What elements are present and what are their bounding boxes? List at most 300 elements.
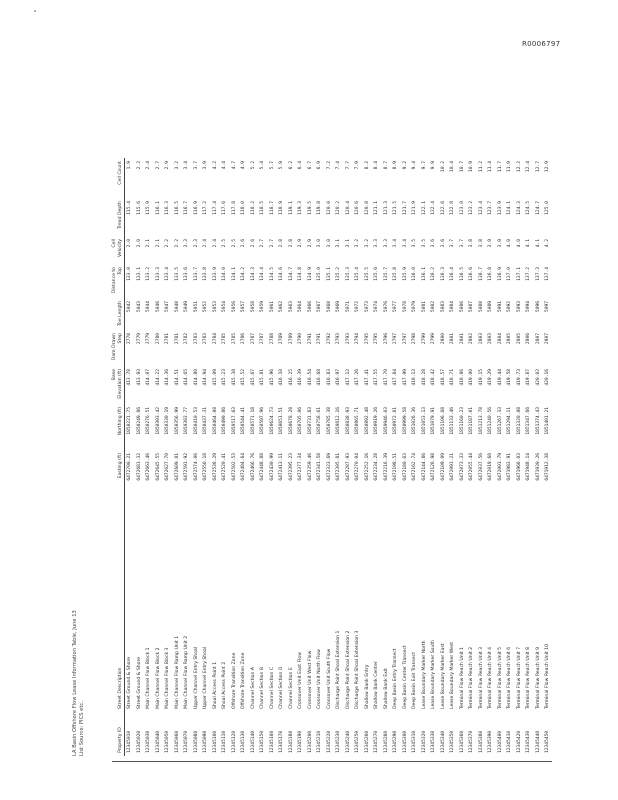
cell-tread-depth: 124.3 [516, 201, 522, 215]
cell-dam-drawn-step: 2792 [326, 333, 332, 345]
cell-base-elevation: 416.25 [288, 369, 294, 386]
cell-dam-drawn-step: 2806 [526, 333, 531, 345]
cell-property-id: 12345300 [402, 730, 408, 753]
cell-tread-depth: 120.2 [336, 201, 341, 215]
cell-dam-drawn-step: 2791 [317, 333, 322, 345]
cell-northing: 1850276.51 [146, 407, 151, 435]
cell-distance-to-top: 134.7 [288, 267, 294, 281]
cell-cell-velocity: 3.8 [478, 239, 484, 248]
cell-dam-drawn-step: 2785 [222, 333, 227, 345]
cell-property-id: 12345060 [174, 730, 180, 753]
cell-northing: 1851187.01 [469, 407, 474, 435]
header-street-description: Street Description [112, 496, 125, 712]
header-distance-to-top: Distance to Top [112, 264, 125, 298]
cell-property-id: 12345190 [298, 730, 303, 753]
cell-tread-depth: 117.6 [222, 201, 227, 215]
cell-easting: 6472252.16 [364, 453, 370, 481]
cell-dam-drawn-step: 2793 [345, 333, 351, 345]
cell-base-elevation: 418.42 [431, 369, 436, 386]
cell-base-elevation: 414.94 [203, 369, 208, 386]
cell-cell-count: 7.4 [336, 161, 341, 170]
cell-property-id: 12345080 [193, 730, 199, 753]
cell-property-id: 12345210 [317, 730, 322, 753]
cell-cell-velocity: 4.1 [526, 239, 531, 248]
cell-base-elevation: 415.23 [222, 369, 227, 386]
cell-northing: 1850919.26 [374, 407, 379, 435]
cell-base-elevation: 419.44 [497, 369, 503, 386]
cell-cell-velocity: 2.0 [136, 239, 142, 248]
table-row [486, 158, 496, 756]
cell-easting: 6472466.76 [250, 453, 256, 481]
cell-easting: 6472126.98 [431, 453, 436, 481]
cell-cell-count: 12.4 [526, 161, 531, 173]
cell-property-id: 12345110 [222, 730, 227, 753]
cell-distance-to-top: 134.2 [241, 267, 246, 281]
cell-street-description: Terminal Flow Reach Unit 10 [545, 644, 550, 709]
cell-northing: 1851401.21 [545, 407, 550, 435]
cell-distance-to-top: 135.6 [374, 267, 379, 281]
cell-cell-count: 1.9 [127, 161, 132, 170]
cell-easting: 6472055.44 [469, 453, 474, 481]
table-row [344, 158, 354, 756]
cell-base-elevation: 420.02 [535, 369, 541, 386]
cell-street-description: Lease Boundary Marker West [450, 641, 455, 709]
table-row [467, 158, 477, 756]
cell-distance-to-top: 137.0 [507, 267, 512, 281]
cell-cell-count: 8.4 [374, 161, 379, 170]
table-row [363, 158, 373, 756]
cell-easting: 6472019.68 [488, 453, 493, 481]
cell-northing: 1850221.75 [127, 407, 132, 435]
cell-property-id: 12345350 [450, 730, 455, 753]
cell-property-id: 12345320 [421, 730, 427, 753]
cell-easting: 6472341.58 [317, 453, 322, 481]
cell-easting: 6472162.74 [412, 453, 417, 481]
cell-toe-length: 5047 [165, 301, 170, 313]
cell-northing: 1850490.86 [222, 407, 227, 435]
cell-cell-count: 11.7 [497, 161, 503, 173]
table-row [144, 158, 154, 756]
header-base-elevation: Base Elevation (ft) [112, 366, 125, 404]
cell-distance-to-top: 133.2 [146, 267, 151, 281]
cell-easting: 6472377.34 [298, 453, 303, 481]
cell-distance-to-top: 134.6 [279, 267, 284, 281]
cell-tread-depth: 122.4 [431, 201, 436, 215]
cell-street-description: Terminal Flow Reach Unit 9 [535, 646, 541, 709]
cell-cell-velocity: 2.9 [307, 239, 313, 248]
cell-easting: 6472502.53 [231, 453, 237, 481]
cell-cell-count: 11.9 [507, 161, 512, 173]
table-row [154, 158, 164, 756]
cell-distance-to-top: 136.4 [450, 267, 455, 281]
cell-cell-velocity: 2.0 [127, 239, 132, 248]
cell-easting: 6472305.81 [336, 453, 341, 481]
cell-northing: 1850571.18 [250, 407, 256, 435]
cell-northing: 1850972.81 [393, 407, 398, 435]
cell-easting: 6471930.26 [535, 453, 541, 481]
cell-cell-count: 3.2 [174, 161, 180, 170]
cell-cell-velocity: 2.6 [250, 239, 256, 248]
cell-street-description: Channel Section B [260, 667, 265, 709]
cell-toe-length: 5081 [421, 301, 427, 313]
table-row [334, 158, 344, 756]
cell-cell-velocity: 4.0 [507, 239, 512, 248]
cell-northing: 1851106.68 [440, 407, 446, 435]
cell-easting: 6472216.39 [383, 453, 389, 481]
cell-cell-velocity: 4.2 [545, 239, 550, 248]
cell-cell-velocity: 3.6 [440, 239, 446, 248]
cell-distance-to-top: 136.3 [440, 267, 446, 281]
cell-northing: 1851079.91 [431, 407, 436, 435]
table-row [458, 158, 468, 756]
cell-distance-to-top: 133.6 [184, 267, 189, 281]
cell-northing: 1850838.93 [345, 407, 351, 435]
table-row [391, 158, 401, 756]
cell-property-id: 12345140 [250, 730, 256, 753]
cell-cell-count: 4.7 [231, 161, 237, 170]
cell-base-elevation: 417.70 [383, 369, 389, 386]
cell-cell-velocity: 2.7 [260, 239, 265, 248]
cell-tread-depth: 122.1 [421, 201, 427, 215]
cell-northing: 1850464.08 [212, 407, 218, 435]
cell-toe-length: 5087 [469, 301, 474, 313]
cell-toe-length: 5064 [298, 301, 303, 313]
cell-cell-count: 6.7 [307, 161, 313, 170]
cell-tread-depth: 119.5 [307, 201, 313, 215]
cell-cell-velocity: 2.2 [174, 239, 180, 248]
cell-northing: 1851240.56 [488, 407, 493, 435]
cell-base-elevation: 417.41 [364, 369, 370, 386]
table-row [182, 158, 192, 756]
header-cell-count: Cell Count [112, 158, 125, 198]
cell-dam-drawn-step: 2805 [507, 333, 512, 345]
cell-toe-length: 5088 [478, 301, 484, 313]
cell-dam-drawn-step: 2800 [440, 333, 446, 345]
cell-tread-depth: 115.4 [127, 201, 132, 215]
cell-distance-to-top: 135.7 [383, 267, 389, 281]
cell-property-id: 12345040 [155, 730, 161, 753]
cell-cell-velocity: 2.1 [146, 239, 151, 248]
cell-easting: 6472270.04 [355, 453, 360, 481]
cell-cell-velocity: 2.3 [184, 239, 189, 248]
cell-street-description: Main Channel Flow Block 1 [146, 647, 151, 709]
cell-tread-depth: 118.9 [279, 201, 284, 215]
cell-toe-length: 5076 [383, 301, 389, 313]
cell-easting: 6471912.38 [545, 453, 550, 481]
cell-cell-count: 6.4 [298, 161, 303, 170]
cell-tread-depth: 123.7 [488, 201, 493, 215]
cell-northing: 1850437.31 [203, 407, 208, 435]
cell-tread-depth: 124.5 [526, 201, 531, 215]
cell-distance-to-top: 134.4 [260, 267, 265, 281]
header-property-id: Property ID [112, 712, 125, 756]
cell-distance-to-top: 133.7 [193, 267, 199, 281]
cell-easting: 6472591.92 [184, 453, 189, 481]
cell-cell-velocity: 3.3 [374, 239, 379, 248]
cell-base-elevation: 415.09 [212, 369, 218, 386]
cell-tread-depth: 119.8 [317, 201, 322, 215]
cell-base-elevation: 415.67 [250, 369, 256, 386]
cell-cell-velocity: 2.5 [222, 239, 227, 248]
cell-tread-depth: 125.0 [545, 201, 550, 215]
cell-dam-drawn-step: 2787 [260, 333, 265, 345]
cell-easting: 6472073.33 [459, 453, 465, 481]
cell-cell-count: 12.2 [516, 161, 522, 173]
table-row [163, 158, 173, 756]
cell-easting: 6472430.99 [269, 453, 275, 481]
cell-dam-drawn-step: 2781 [165, 333, 170, 345]
cell-street-description: Main Channel Flow Ramp Unit 1 [174, 635, 180, 709]
cell-cell-velocity: 3.9 [488, 239, 493, 248]
cell-cell-count: 9.2 [402, 161, 408, 170]
cell-property-id: 12345090 [203, 730, 208, 753]
cell-property-id: 12345070 [184, 730, 189, 753]
table-row [534, 158, 544, 756]
cell-easting: 6472091.21 [450, 453, 455, 481]
cell-dam-drawn-step: 2797 [393, 333, 398, 345]
cell-toe-length: 5061 [269, 301, 275, 313]
caption-line-1: LA Basin Offshore Flow Lease Information Table, June 13 [72, 610, 78, 756]
cell-street-description: Terminal Flow Reach Unit 7 [516, 646, 522, 709]
cell-toe-length: 5078 [402, 301, 408, 313]
table-row [401, 158, 411, 756]
cell-tread-depth: 121.3 [383, 201, 389, 215]
cell-distance-to-top: 133.1 [136, 267, 142, 281]
cell-toe-length: 5054 [222, 301, 227, 313]
cell-cell-count: 10.2 [440, 161, 446, 173]
cell-cell-velocity: 2.4 [203, 239, 208, 248]
header-dam-drawn-step: Dam Drawn Step [112, 330, 125, 366]
cell-northing: 1851294.11 [507, 407, 512, 435]
cell-cell-count: 2.7 [155, 161, 161, 170]
cell-cell-count: 3.7 [193, 161, 199, 170]
cell-base-elevation: 418.57 [440, 369, 446, 386]
cell-cell-velocity: 3.1 [336, 239, 341, 248]
cell-street-description: Crossover Unit West Flow [307, 650, 313, 709]
cell-northing: 1851053.13 [421, 407, 427, 435]
cell-toe-length: 5094 [526, 301, 531, 313]
cell-tread-depth: 116.3 [165, 201, 170, 215]
cell-northing: 1850946.03 [383, 407, 389, 435]
cell-northing: 1850651.51 [279, 407, 284, 435]
cell-base-elevation: 418.86 [459, 369, 465, 386]
cell-street-description: Deep Basin Center Transect [402, 645, 408, 709]
cell-easting: 6472681.32 [136, 453, 142, 481]
cell-dam-drawn-step: 2789 [288, 333, 294, 345]
cell-property-id: 12345230 [336, 730, 341, 753]
cell-street-description: Main Channel Flow Ramp Unit 2 [184, 635, 189, 709]
cell-dam-drawn-step: 2807 [535, 333, 541, 345]
caption-line-2: List Source: PICS etc. [79, 701, 85, 756]
cell-easting: 6472538.29 [212, 453, 218, 481]
cell-tread-depth: 120.8 [364, 201, 370, 215]
cell-easting: 6472395.23 [288, 453, 294, 481]
cell-street-description: Deep Basin Entry Transect [393, 648, 398, 709]
cell-cell-velocity: 3.8 [469, 239, 474, 248]
cell-cell-count: 2.2 [136, 161, 142, 170]
cell-easting: 6471948.14 [526, 453, 531, 481]
cell-northing: 1850517.63 [231, 407, 237, 435]
cell-easting: 6472484.64 [241, 453, 246, 481]
cell-northing: 1850303.42 [155, 407, 161, 435]
cell-street-description: Channel Section E [288, 667, 294, 709]
cell-distance-to-top: 135.0 [317, 267, 322, 281]
cell-cell-velocity: 3.0 [317, 239, 322, 248]
cell-distance-to-top: 134.0 [222, 267, 227, 281]
cell-dam-drawn-step: 2801 [459, 333, 465, 345]
cell-dam-drawn-step: 2783 [193, 333, 199, 345]
cell-northing: 1851133.46 [450, 407, 455, 435]
cell-dam-drawn-step: 2807 [545, 333, 550, 345]
cell-distance-to-top: 133.3 [155, 267, 161, 281]
cell-base-elevation: 417.84 [393, 369, 398, 386]
cell-cell-count: 8.7 [383, 161, 389, 170]
cell-tread-depth: 117.2 [203, 201, 208, 215]
cell-cell-velocity: 2.3 [193, 239, 199, 248]
cell-cell-velocity: 3.9 [497, 239, 503, 248]
cell-distance-to-top: 135.2 [336, 267, 341, 281]
cell-toe-length: 5043 [136, 301, 142, 313]
cell-cell-velocity: 3.0 [326, 239, 332, 248]
cell-base-elevation: 417.26 [355, 369, 360, 386]
cell-dam-drawn-step: 2805 [516, 333, 522, 345]
cell-base-elevation: 414.80 [193, 369, 199, 386]
cell-property-id: 12345100 [212, 730, 218, 753]
cell-property-id: 12345120 [231, 730, 237, 753]
header-cell-velocity: Cell Velocity [112, 236, 125, 264]
cell-property-id: 12345410 [507, 730, 512, 753]
cell-easting: 6472448.88 [260, 453, 265, 481]
cell-street-description: Terminal Flow Reach Unit 4 [488, 646, 493, 709]
cell-base-elevation: 416.39 [298, 369, 303, 386]
cell-dam-drawn-step: 2804 [497, 333, 503, 345]
cell-northing: 1851160.23 [459, 407, 465, 435]
cell-base-elevation: 413.78 [127, 369, 132, 386]
cell-property-id: 12345280 [383, 730, 389, 753]
cell-distance-to-top: 134.9 [307, 267, 313, 281]
cell-base-elevation: 419.58 [507, 369, 512, 386]
cell-cell-count: 4.4 [222, 161, 227, 170]
cell-base-elevation: 414.22 [155, 369, 161, 386]
cell-cell-count: 2.4 [146, 161, 151, 170]
cell-northing: 1850356.99 [174, 407, 180, 435]
cell-property-id: 12345290 [393, 730, 398, 753]
scan-speck [34, 10, 36, 12]
cell-easting: 6472627.70 [165, 453, 170, 481]
cell-toe-length: 5066 [307, 301, 313, 313]
cell-cell-count: 10.4 [450, 161, 455, 173]
cell-property-id: 12345380 [478, 730, 484, 753]
cell-tread-depth: 123.0 [459, 201, 465, 215]
cell-distance-to-top: 136.7 [478, 267, 484, 281]
table-row [515, 158, 525, 756]
cell-property-id: 12345170 [279, 730, 284, 753]
cell-property-id: 12345260 [364, 730, 370, 753]
rotated-table-frame [72, 62, 562, 762]
cell-street-description: Upper Channel Entry Shoal [193, 646, 199, 709]
cell-cell-velocity: 2.6 [241, 239, 246, 248]
cell-base-elevation: 420.16 [545, 369, 550, 386]
cell-northing: 1850597.96 [260, 407, 265, 435]
cell-property-id: 12345390 [488, 730, 493, 753]
cell-dam-drawn-step: 2799 [431, 333, 436, 345]
cell-northing: 1850544.41 [241, 407, 246, 435]
cell-distance-to-top: 135.5 [364, 267, 370, 281]
cell-easting: 6472144.86 [421, 453, 427, 481]
cell-distance-to-top: 134.8 [298, 267, 303, 281]
cell-street-description: Discharge Point Shoal Extension 3 [355, 630, 360, 709]
cell-street-description: Shallow Bank Exit [383, 668, 389, 709]
cell-base-elevation: 417.55 [374, 369, 379, 386]
cell-street-description: Terminal Flow Reach Unit 6 [507, 646, 512, 709]
cell-cell-velocity: 2.4 [212, 239, 218, 248]
cell-tread-depth: 119.1 [288, 201, 294, 215]
cell-tread-depth: 118.2 [250, 201, 256, 215]
cell-street-description: Offshore Transition Zone [241, 652, 246, 709]
cell-cell-velocity: 3.4 [402, 239, 408, 248]
cell-property-id: 12345430 [526, 730, 531, 753]
cell-street-description: Discharge Point Shoal Extension 2 [345, 630, 351, 709]
table-row [277, 158, 287, 756]
cell-dam-drawn-step: 2784 [212, 333, 218, 345]
cell-toe-length: 5053 [212, 301, 218, 313]
cell-northing: 1851026.36 [412, 407, 417, 435]
cell-toe-length: 5067 [317, 301, 322, 313]
cell-easting: 6472556.18 [203, 453, 208, 481]
cell-property-id: 12345400 [497, 730, 503, 753]
cell-base-elevation: 418.13 [412, 369, 417, 386]
cell-street-description: Street Ground & Shore [127, 656, 132, 709]
cell-base-elevation: 418.28 [421, 369, 427, 386]
cell-toe-length: 5074 [374, 301, 379, 313]
cell-tread-depth: 123.4 [478, 201, 484, 215]
table-row [201, 158, 211, 756]
cell-toe-length: 5044 [146, 301, 151, 313]
header-easting: Easting (ft) [112, 450, 125, 496]
cell-distance-to-top: 134.5 [269, 267, 275, 281]
cell-toe-length: 5079 [412, 301, 417, 313]
cell-easting: 6472700.21 [127, 453, 132, 481]
cell-distance-to-top: 136.1 [421, 267, 427, 281]
cell-street-description: Shallow Bank Entry [364, 664, 370, 709]
cell-street-description: Lease Boundary Marker South [431, 639, 436, 709]
cell-street-description: Channel Section A [250, 667, 256, 709]
cell-dam-drawn-step: 2798 [412, 333, 417, 345]
cell-tread-depth: 120.4 [345, 201, 351, 215]
cell-tread-depth: 117.4 [212, 201, 218, 215]
cell-cell-count: 8.2 [364, 161, 370, 170]
cell-northing: 1850731.83 [307, 407, 313, 435]
cell-dam-drawn-step: 2791 [307, 333, 313, 345]
cell-northing: 1850758.61 [317, 407, 322, 435]
cell-toe-length: 5062 [279, 301, 284, 313]
table-row [353, 158, 363, 756]
lease-table [112, 158, 553, 756]
cell-distance-to-top: 135.1 [326, 267, 332, 281]
cell-base-elevation: 416.54 [307, 369, 313, 386]
cell-toe-length: 5073 [364, 301, 370, 313]
cell-toe-length: 5042 [127, 301, 132, 313]
cell-street-description: Street Ground & Shore [136, 656, 142, 709]
cell-cell-count: 8.9 [393, 161, 398, 170]
cell-dam-drawn-step: 2785 [231, 333, 237, 345]
cell-cell-count: 11.2 [478, 161, 484, 173]
cell-tread-depth: 122.6 [440, 201, 446, 215]
table-row [258, 158, 268, 756]
cell-property-id: 12345020 [136, 730, 142, 753]
cell-property-id: 12345420 [516, 730, 522, 753]
cell-tread-depth: 117.8 [231, 201, 237, 215]
